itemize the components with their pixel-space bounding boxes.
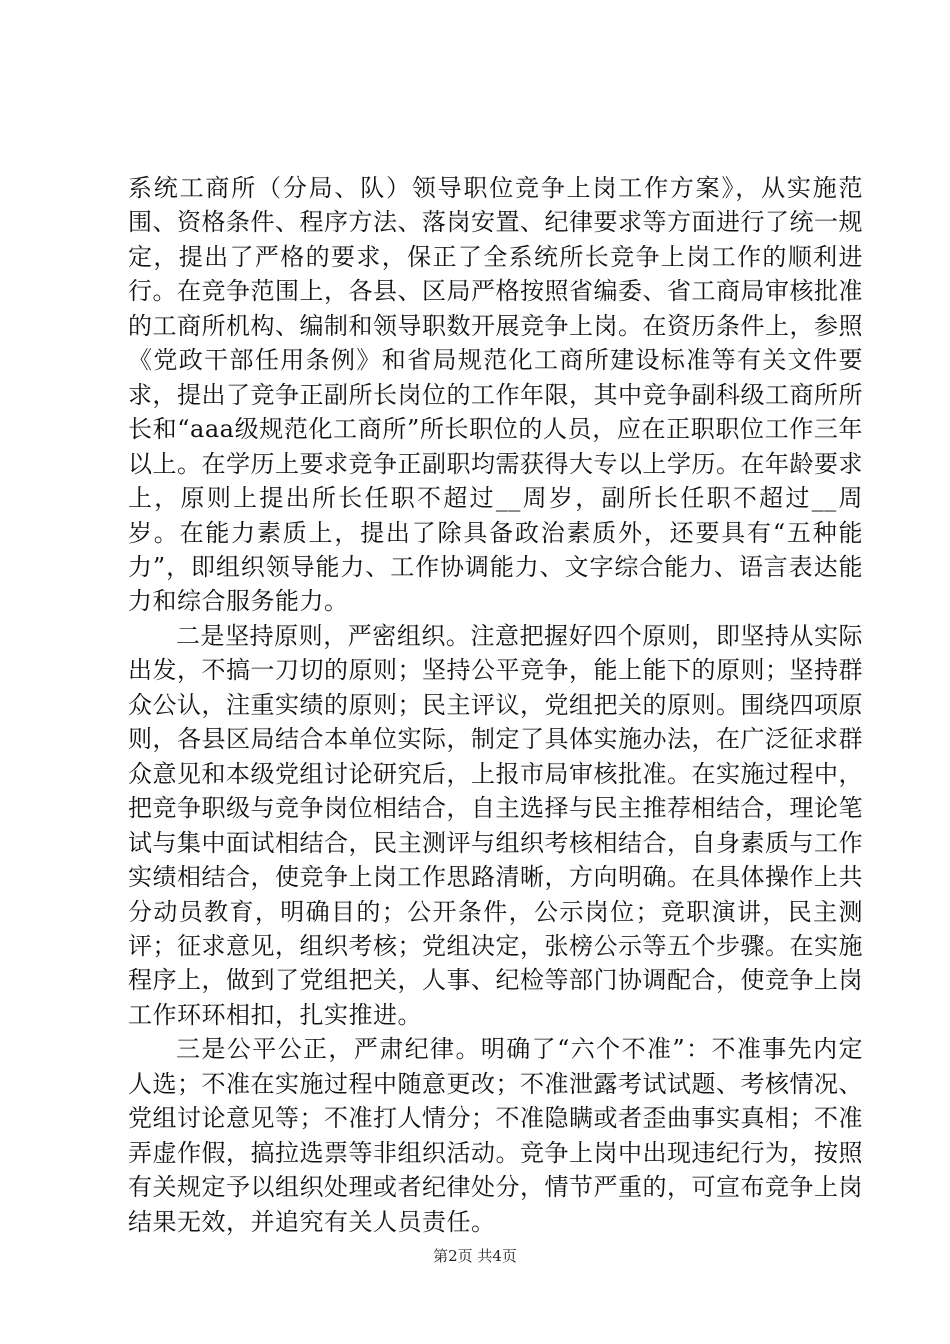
paragraph-continuation: 系统工商所（分局、队）领导职位竞争上岗工作方案》，从实施范围、资格条件、程序方法、落岗安置、纪律要求等方面进行了统一规定，提出了严格的要求，保正了全系统所长竞争上岗工作的顺利进行。在竞争范围上，各县、区局严格按照省编委、省工商局审核批准的工商所机构、编制和领导职数开展竞争上岗。在资历条件上，参照《党政干部任用条例》和省局规范化工商所建设标准等有关文件要求，提出了竞争正副所长岗位的工作年限，其中竞争副科级工商所所长和“aaa级规范化工商所”所长职位的人员，应在正职职位工作三年以上。在学历上要求竞争正副职均需获得大专以上学历。在年龄要求上，原则上提出所长任职不超过__周岁，副所长任职不超过__周岁。在能力素质上，提出了除具备政治素质外，还要具有“五种能力”，即组织领导能力、工作协调能力、文字综合能力、语言表达能力和综合服务能力。 <box>128 174 863 616</box>
paragraph-discipline: 三是公平公正，严肃纪律。明确了“六个不准”：不准事先内定人选；不准在实施过程中随意更改；不准泄露考试试题、考核情况、党组讨论意见等；不准打人情分；不准隐瞒或者歪曲事实真相；不准弄虚作假，搞拉选票等非组织活动。竞争上岗中出现违纪行为，按照有关规定予以组织处理或者纪律处分，情节严重的，可宣布竞争上岗结果无效，并追究有关人员责任。 <box>128 1035 863 1236</box>
document-body <box>128 171 863 1239</box>
paragraph-principles: 二是坚持原则，严密组织。注意把握好四个原则，即坚持从实际出发，不搞一刀切的原则；坚持公平竞争，能上能下的原则；坚持群众公认，注重实绩的原则；民主评议，党组把关的原则。围绕四项原则，各县区局结合本单位实际，制定了具体实施办法，在广泛征求群众意见和本级党组讨论研究后，上报市局审核批准。在实施过程中，把竞争职级与竞争岗位相结合，自主选择与民主推荐相结合，理论笔试与集中面试相结合，民主测评与组织考核相结合，自身素质与工作实绩相结合，使竞争上岗工作思路清晰，方向明确。在具体操作上共分动员教育，明确目的；公开条件，公示岗位；竞职演讲，民主测评；征求意见，组织考核；党组决定，张榜公示等五个步骤。在实施程序上，做到了党组把关，人事、纪检等部门协调配合，使竞争上岗工作环环相扣，扎实推进。 <box>128 621 863 1029</box>
page-footer: 第2页 共4页 <box>433 1247 517 1265</box>
